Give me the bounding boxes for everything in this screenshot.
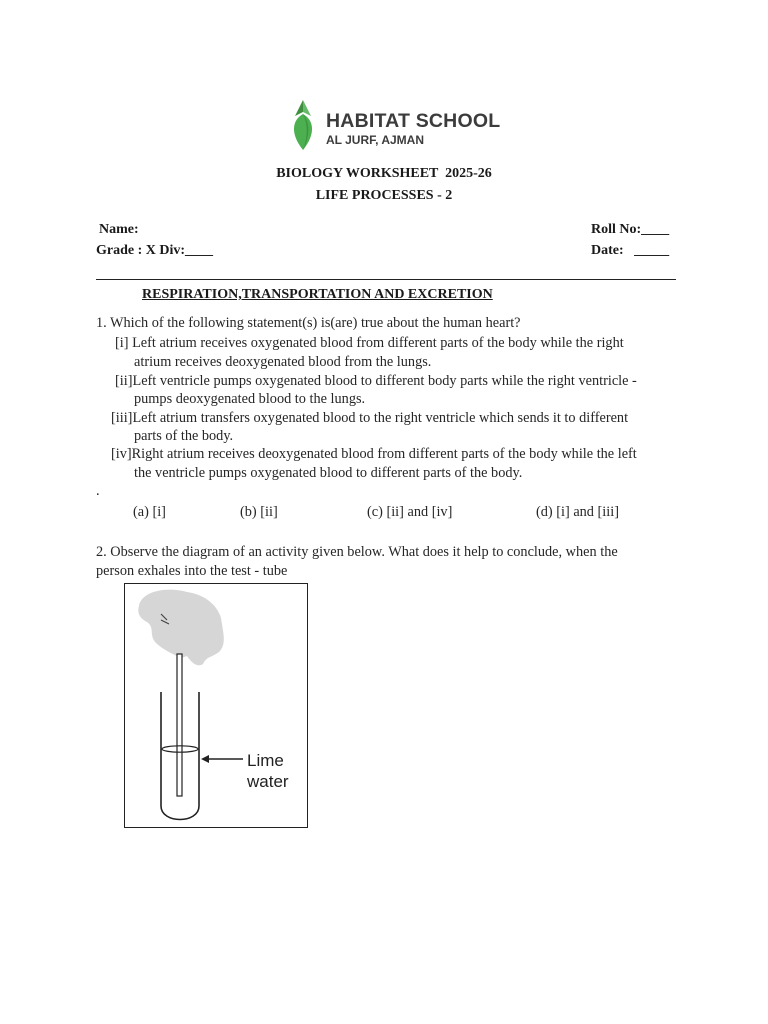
statement-i-line1: [i] Left atrium receives oxygenated blood from different parts of the body while the right	[115, 335, 624, 351]
statement-ii-line1: [ii]Left ventricle pumps oxygenated blood to different body parts while the right ventricle -	[115, 373, 637, 389]
section-heading: RESPIRATION,TRANSPORTATION AND EXCRETION	[142, 287, 493, 302]
name-label: Name:	[99, 222, 139, 237]
lime-water-test-diagram	[124, 583, 308, 828]
roll-no-label: Roll No:____	[591, 222, 670, 237]
worksheet-subtitle: LIFE PROCESSES - 2	[315, 188, 453, 203]
statement-iv-line1: [iv]Right atrium receives deoxygenated blood from different parts of the body while the left	[111, 446, 637, 462]
option-c: (c) [ii] and [iv]	[367, 504, 453, 520]
exhalation-test-tube-figure	[125, 584, 307, 827]
grade-label: Grade : X Div:____	[96, 243, 214, 258]
worksheet-title: BIOLOGY WORKSHEET 2025-26	[276, 166, 492, 181]
option-a: (a) [i]	[133, 504, 166, 520]
school-location: AL JURF, AJMAN	[326, 133, 425, 147]
statement-iii-line2: parts of the body.	[134, 428, 234, 444]
lime-label: Lime	[247, 751, 284, 770]
statement-iv-line2: the ventricle pumps oxygenated blood to different parts of the body.	[134, 465, 523, 481]
option-b: (b) [ii]	[240, 504, 278, 520]
water-label: water	[247, 772, 289, 791]
leaf-logo-icon	[290, 98, 324, 152]
stray-mark: .	[96, 483, 100, 499]
question-1-stem: 1. Which of the following statement(s) is(are) true about the human heart?	[96, 315, 521, 331]
school-logo	[290, 98, 501, 152]
option-d: (d) [i] and [iii]	[536, 504, 619, 520]
divider-line	[96, 279, 676, 280]
school-name: HABITAT SCHOOL	[326, 110, 501, 132]
question-2-stem-line2: person exhales into the test - tube	[96, 563, 288, 579]
statement-i-line2: atrium receives deoxygenated blood from the lungs.	[134, 354, 432, 370]
question-2-stem-line1: 2. Observe the diagram of an activity given below. What does it help to conclude, when the	[96, 544, 618, 560]
statement-iii-line1: [iii]Left atrium transfers oxygenated blood to the right ventricle which sends it to different	[111, 410, 629, 426]
statement-ii-line2: pumps deoxygenated blood to the lungs.	[134, 391, 366, 407]
date-label: Date: _____	[591, 243, 670, 258]
